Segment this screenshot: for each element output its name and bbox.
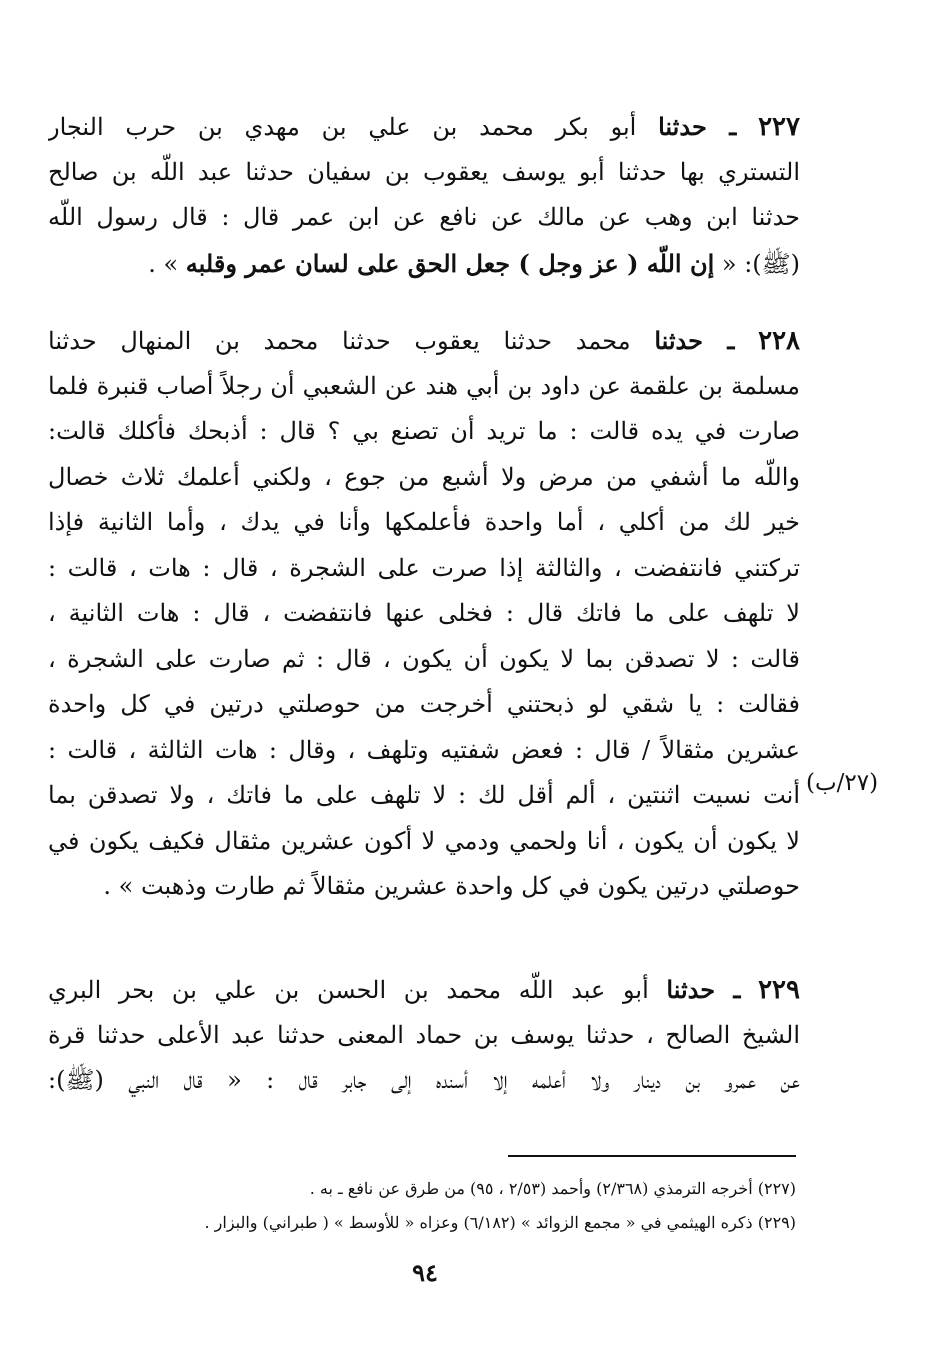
footnotes [130, 1172, 796, 1240]
hadith-228-line-12: لا يكون أن يكون ، أنا ولحمي ودمي لا أكون عشرين مثقال فكيف يكون في [48, 826, 800, 855]
hadith-227-salutation: (ﷺ): « [721, 249, 800, 278]
hadith-228-line-8: قالت : لا تصدقن بما لا يكون أن يكون ، قال : ثم صارت على الشجرة ، [48, 644, 800, 673]
footnote-229: (٢٢٩) ذكره الهيثمي في « مجمع الزوائد » (٦/١٨٢) وعزاه « للأوسط » ( طبراني) والبزار . [204, 1213, 796, 1232]
hadith-229-line-2: الشيخ الصالح ، حدثنا يوسف بن حماد المعنى حدثنا عبد الأعلى حدثنا قرة [48, 1020, 800, 1049]
footnote-divider [508, 1155, 796, 1157]
hadith-228-line-5: خير لك من أكلي ، أما واحدة فأعلمكها وأنا في يدك ، وأما الثانية فإذا [48, 508, 800, 536]
hadith-227-line-3: حدثنا ابن وهب عن مالك عن نافع عن ابن عمر قال : قال رسول اللّه [48, 203, 800, 231]
hadith-227-text: أبو بكر محمد بن علي بن مهدي بن حرب النجار [48, 113, 637, 141]
hadith-228-number: ٢٢٨ [758, 326, 800, 356]
hadith-228-line-4: واللّه ما أشفي من مرض ولا أشبع من جوع ، ولكني أعلمك ثلاث خصال [48, 462, 800, 491]
hadith-229-text: أبو عبد اللّه محمد بن الحسن بن علي بن بحر البري [48, 976, 649, 1004]
hadith-227-heading: ـ حدثنا [658, 112, 737, 141]
hadith-228-line-1 [48, 318, 800, 364]
manuscript-folio-marker: (٢٧/ب) [806, 770, 879, 796]
hadith-228-paragraph [48, 318, 800, 910]
hadith-229-heading: ـ حدثنا [666, 975, 741, 1004]
hadith-228-line-6: تركتني فانتفضت ، والثالثة إذا صرت على الشجرة ، قال : هات ، قالت : [48, 553, 800, 582]
footnote-227: (٢٢٧) أخرجه الترمذي (٢/٣٦٨) وأحمد (٢/٥٣ ، ٩٥) من طرق عن نافع ـ به . [309, 1179, 796, 1198]
hadith-227-number: ٢٢٧ [758, 112, 800, 142]
hadith-229-paragraph [48, 967, 800, 1104]
hadith-228-text: محمد حدثنا يعقوب حدثنا محمد بن المنهال حدثنا [48, 327, 631, 355]
hadith-227-line-1 [48, 104, 800, 150]
page-number: ٩٤ [412, 1258, 438, 1287]
hadith-228-line-2: مسلمة بن علقمة عن داود بن أبي هند عن الشعبي أن رجلاً أصاب قنبرة فلما [48, 371, 800, 400]
hadith-229-line-1 [48, 967, 800, 1013]
hadith-228-line-13: حوصلتي درتين يكون في كل واحدة عشرين مثقالاً ثم طارت وذهبت » . [103, 872, 800, 900]
hadith-229-number: ٢٢٩ [758, 975, 800, 1005]
hadith-228-line-9: فقالت : يا شقي لو ذبحتني أخرجت من حوصلتي درتين في كل واحدة [48, 690, 800, 718]
hadith-227-line-4 [48, 241, 800, 287]
hadith-228-line-10: عشرين مثقالاً / قال : فعض شفتيه وتلهف ، وقال : هات الثالثة ، قالت : [48, 735, 800, 764]
hadith-227-paragraph [48, 104, 800, 286]
hadith-228-line-7: لا تلهف على ما فاتك قال : فخلى عنها فانتفضت ، قال : هات الثانية ، [48, 599, 800, 627]
hadith-228-line-3: صارت في يده قالت : ما تريد أن تصنع بي ؟ قال : أذبحك فأكلك قالت: [48, 417, 800, 445]
hadith-229-line-3: عن عمرو بن دينار ولا أعلمه إلا أسنده إلى جابر قال : « قال النبي (ﷺ): [48, 1066, 800, 1094]
hadith-227-quote: إن اللّه ( عز وجل ) جعل الحق على لسان عمر وقلبه [185, 248, 715, 278]
hadith-228-heading: ـ حدثنا [654, 326, 735, 355]
hadith-227-quote-end: » . [148, 249, 179, 278]
hadith-228-line-11: أنت نسيت اثنتين ، ألم أقل لك : لا تلهف على ما فاتك ، ولا تصدقن بما [48, 781, 800, 809]
hadith-227-line-2: التستري بها حدثنا أبو يوسف يعقوب بن سفيان حدثنا عبد اللّه بن صالح [48, 157, 800, 186]
